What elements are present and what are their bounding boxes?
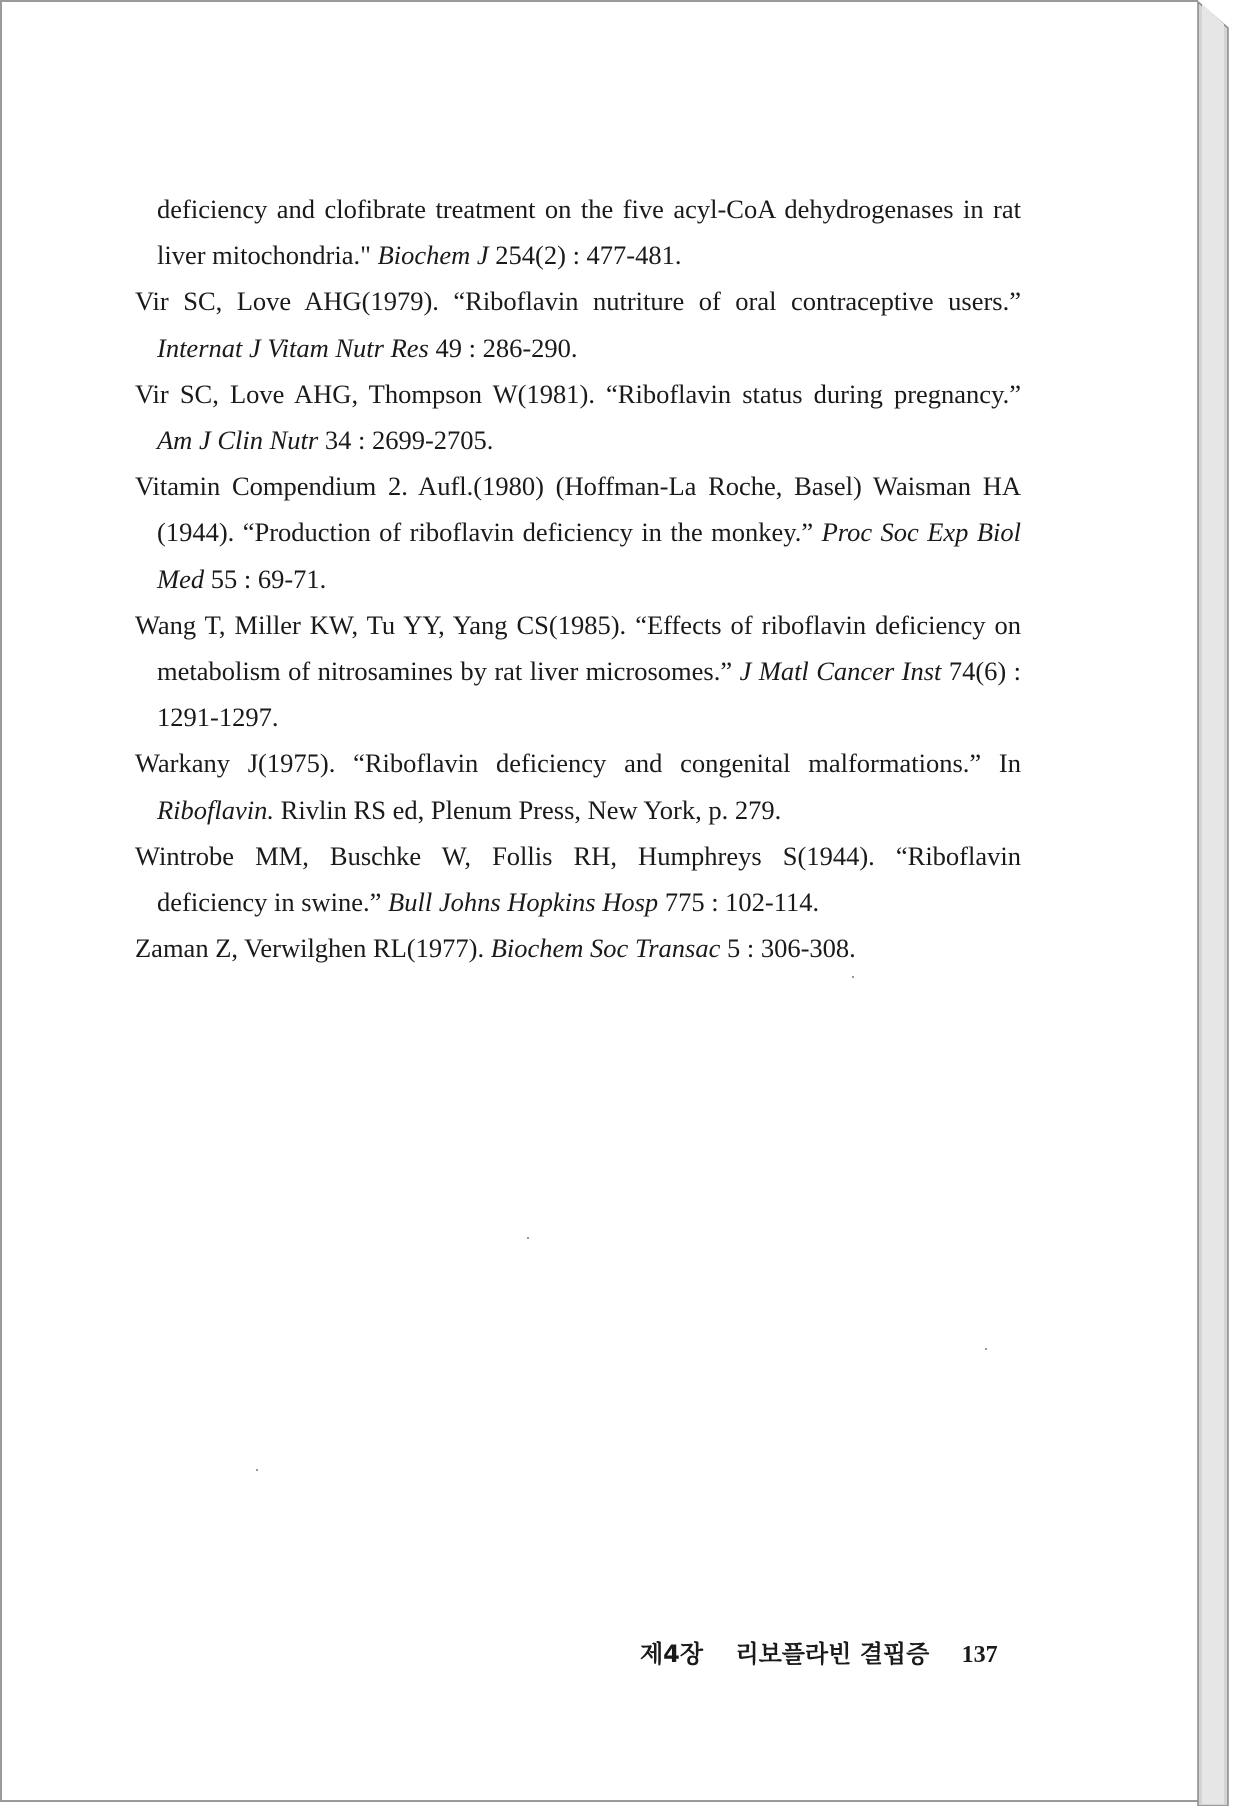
journal-title: Internat J Vitam Nutr Res <box>157 332 429 363</box>
reference-text: Wang T, Miller KW, Tu YY, Yang CS(1985). “Effects of riboflavin deficiency on metabolism of nitrosamines by rat liver microsomes.” <box>135 609 1021 687</box>
chapter-title: 리보플라빈 결핍증 <box>735 1640 930 1668</box>
reference-text: Zaman Z, Verwilghen RL(1977). <box>135 933 491 964</box>
reference-text: 34 : 2699-2705. <box>318 425 494 456</box>
reference-entry <box>135 602 1021 741</box>
reference-text: 5 : 306-308. <box>720 933 856 964</box>
reference-text: 254(2) : 477-481. <box>488 240 682 271</box>
reference-text: 775 : 102-114. <box>658 887 820 918</box>
journal-title: Biochem Soc Transac <box>490 933 721 964</box>
reference-text: Vir SC, Love AHG(1979). “Riboflavin nutriture of oral contraceptive users.” <box>135 286 1021 317</box>
page-footer <box>640 1634 1000 1674</box>
scan-speck <box>256 1469 258 1471</box>
journal-title: Riboflavin. <box>157 794 275 825</box>
reference-text: Vitamin Compendium 2. Aufl.(1980) (Hoffman-La Roche, Basel) Waisman HA (1944). “Production of riboflavin deficiency in the monkey.” <box>135 471 1021 548</box>
reference-text: Vir SC, Love AHG, Thompson W(1981). “Riboflavin status during pregnancy.” <box>135 378 1021 409</box>
reference-text: 49 : 286-290. <box>428 332 578 363</box>
scan-speck <box>527 1237 529 1239</box>
journal-title: Bull Johns Hopkins Hosp <box>388 887 659 918</box>
reference-text: 74(6) : 1291-1297. <box>157 656 1022 733</box>
chapter-label: 제4장 <box>640 1640 704 1668</box>
scan-speck <box>852 976 854 978</box>
reference-text: Wintrobe MM, Buschke W, Follis RH, Humphreys S(1944). “Riboflavin deficiency in swine.” <box>135 840 1021 918</box>
scan-speck <box>985 1348 987 1350</box>
reference-entry <box>135 833 1021 925</box>
journal-title: Am J Clin Nutr <box>157 425 319 456</box>
reference-text: Warkany J(1975). “Riboflavin deficiency and congenital malformations.” In <box>135 748 1021 779</box>
reference-entry <box>135 463 1021 602</box>
reference-text: deficiency and clofibrate treatment on the five acyl-CoA dehydrogenases in rat liver mitochondria." <box>157 194 1021 271</box>
reference-entry <box>135 371 1021 463</box>
page-number: 137 <box>961 1642 998 1668</box>
reference-continuation <box>135 186 1021 278</box>
reference-list <box>135 186 1021 971</box>
journal-title: Proc Soc Exp Biol Med <box>157 517 1021 594</box>
journal-title: Biochem J <box>377 240 489 271</box>
reference-text: Rivlin RS ed, Plenum Press, New York, p. 279. <box>274 794 782 825</box>
reference-entry <box>135 740 1021 832</box>
reference-entry <box>135 925 1021 971</box>
journal-title: J Matl Cancer Inst <box>739 656 942 687</box>
reference-text: 55 : 69-71. <box>204 563 327 594</box>
reference-entry <box>135 278 1021 370</box>
